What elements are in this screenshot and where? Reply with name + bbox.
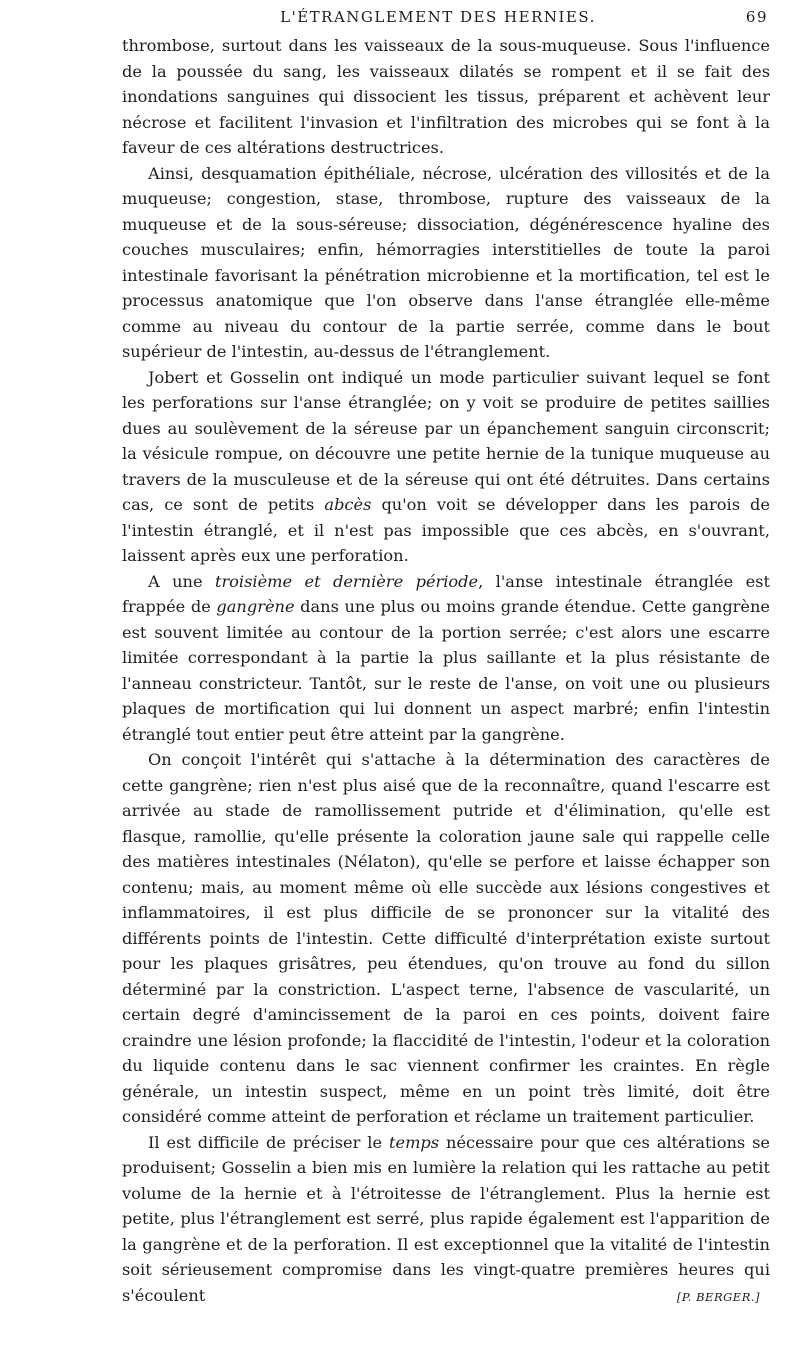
author-signature: [P. BERGER.] <box>676 1290 760 1304</box>
paragraph-6-emphasis: temps <box>388 1132 440 1152</box>
running-header <box>118 8 768 32</box>
paragraph-3-emphasis: abcès <box>324 495 372 514</box>
running-title: L'ÉTRANGLEMENT DES HERNIES. <box>280 8 596 26</box>
paragraph-6-text-a: Il est difficile de préciser le <box>148 1132 389 1152</box>
body-text <box>122 33 770 1308</box>
paragraph-4-emphasis-b: gangrène <box>216 597 295 616</box>
paragraph-1-text: thrombose, surtout dans les vaisseaux de la sous-muqueuse. Sous l'influence de la poussée du sang, les vaisseaux dilatés se rompent et il se fait des inondations sanguines qui dissocient les tissus, préparent et achèvent leur nécrose et facilitent l'invasion et l'infiltration des microbes qui se font à la faveur de ces altérations destructrices. <box>122 36 770 157</box>
paragraph-4-emphasis-a: troisième et dernière période <box>214 571 479 591</box>
paragraph-2 <box>122 161 770 365</box>
paragraph-6-text-b: nécessaire pour que ces altérations se produisent; Gosselin a bien mis en lumière la relation qui les rattache au petit volume de la hernie et à l'étroitesse de l'étranglement. Plus la hernie est petite, plus l'étranglement est serré, plus rapide également est l'apparition de la gangrène et de la perforation. Il est exceptionnel que la vitalité de l'intestin soit sérieusement compromise dans les vingt-quatre premières heures qui s'écoulent <box>122 1132 770 1305</box>
paragraph-6 <box>122 1130 770 1309</box>
paragraph-5 <box>122 747 770 1130</box>
paragraph-3-text-a: Jobert et Gosselin ont indiqué un mode particulier suivant lequel se font les perforations sur l'anse étranglée; on y voit se produire de petites saillies dues au soulèvement de la séreuse par un épanchement sanguin circonscrit; la vésicule rompue, on découvre une petite hernie de la tunique muqueuse au travers de la musculeuse et de la séreuse qui ont été détruites. Dans certains cas, ce sont de petits <box>122 367 770 514</box>
paragraph-1 <box>122 33 770 161</box>
paragraph-3 <box>122 365 770 569</box>
paragraph-3-text-b: qu'on voit se développer dans les parois de l'intestin étranglé, et il n'est pas impossible que ces abcès, en s'ouvrant, laissent après eux une perforation. <box>122 495 770 565</box>
paragraph-2-text: Ainsi, desquamation épithéliale, nécrose, ulcération des villosités et de la muqueuse; congestion, stase, thrombose, rupture des vaisseaux de la muqueuse et de la sous-séreuse; dissociation, dégénérescence hyaline des couches musculaires; enfin, hémorragies interstitielles de toute la paroi intestinale favorisant la pénétration microbienne et la mortification, tel est le processus anatomique que l'on observe dans l'anse étranglée elle-même comme au niveau du contour de la partie serrée, comme dans le bout supérieur de l'intestin, au-dessus de l'étranglement. <box>122 163 770 361</box>
page-number: 69 <box>745 8 768 26</box>
paragraph-4 <box>122 569 770 748</box>
paragraph-4-text-b: , l'anse intestinale étranglée est frappée de <box>122 571 770 616</box>
paragraph-4-text-c: dans une plus ou moins grande étendue. Cette gangrène est souvent limitée au contour de la portion serrée; c'est alors une escarre limitée correspondant à la partie la plus saillante et la plus résistante de l'anneau constricteur. Tantôt, sur le reste de l'anse, on voit une ou plusieurs plaques de mortification qui lui donnent un aspect marbré; enfin l'intestin étranglé tout entier peut être atteint par la gangrène. <box>122 597 770 744</box>
paragraph-5-text: On conçoit l'intérêt qui s'attache à la détermination des caractères de cette gangrène; rien n'est plus aisé que de la reconnaître, quand l'escarre est arrivée au stade de ramollissement putride et d'élimination, qu'elle est flasque, ramollie, qu'elle présente la coloration jaune sale qui rappelle celle des matières intestinales (Nélaton), qu'elle se perfore et laisse échapper son contenu; mais, au moment même où elle succède aux lésions congestives et inflammatoires, il est plus difficile de se prononcer sur la vitalité des différents points de l'intestin. Cette difficulté d'interprétation existe surtout pour les plaques grisâtres, peu étendues, qu'on trouve au fond du sillon déterminé par la constriction. L'aspect terne, l'absence de vascularité, un certain degré d'amincissement de la paroi en ces points, doivent faire craindre une lésion profonde; la flaccidité de l'intestin, l'odeur et la coloration du liquide contenu dans le sac viennent confirmer les craintes. En règle générale, un intestin suspect, même en un point très limité, doit être considéré comme atteint de perforation et réclame un traitement particulier. <box>122 750 770 1126</box>
paragraph-4-text-a: A une <box>148 571 215 591</box>
